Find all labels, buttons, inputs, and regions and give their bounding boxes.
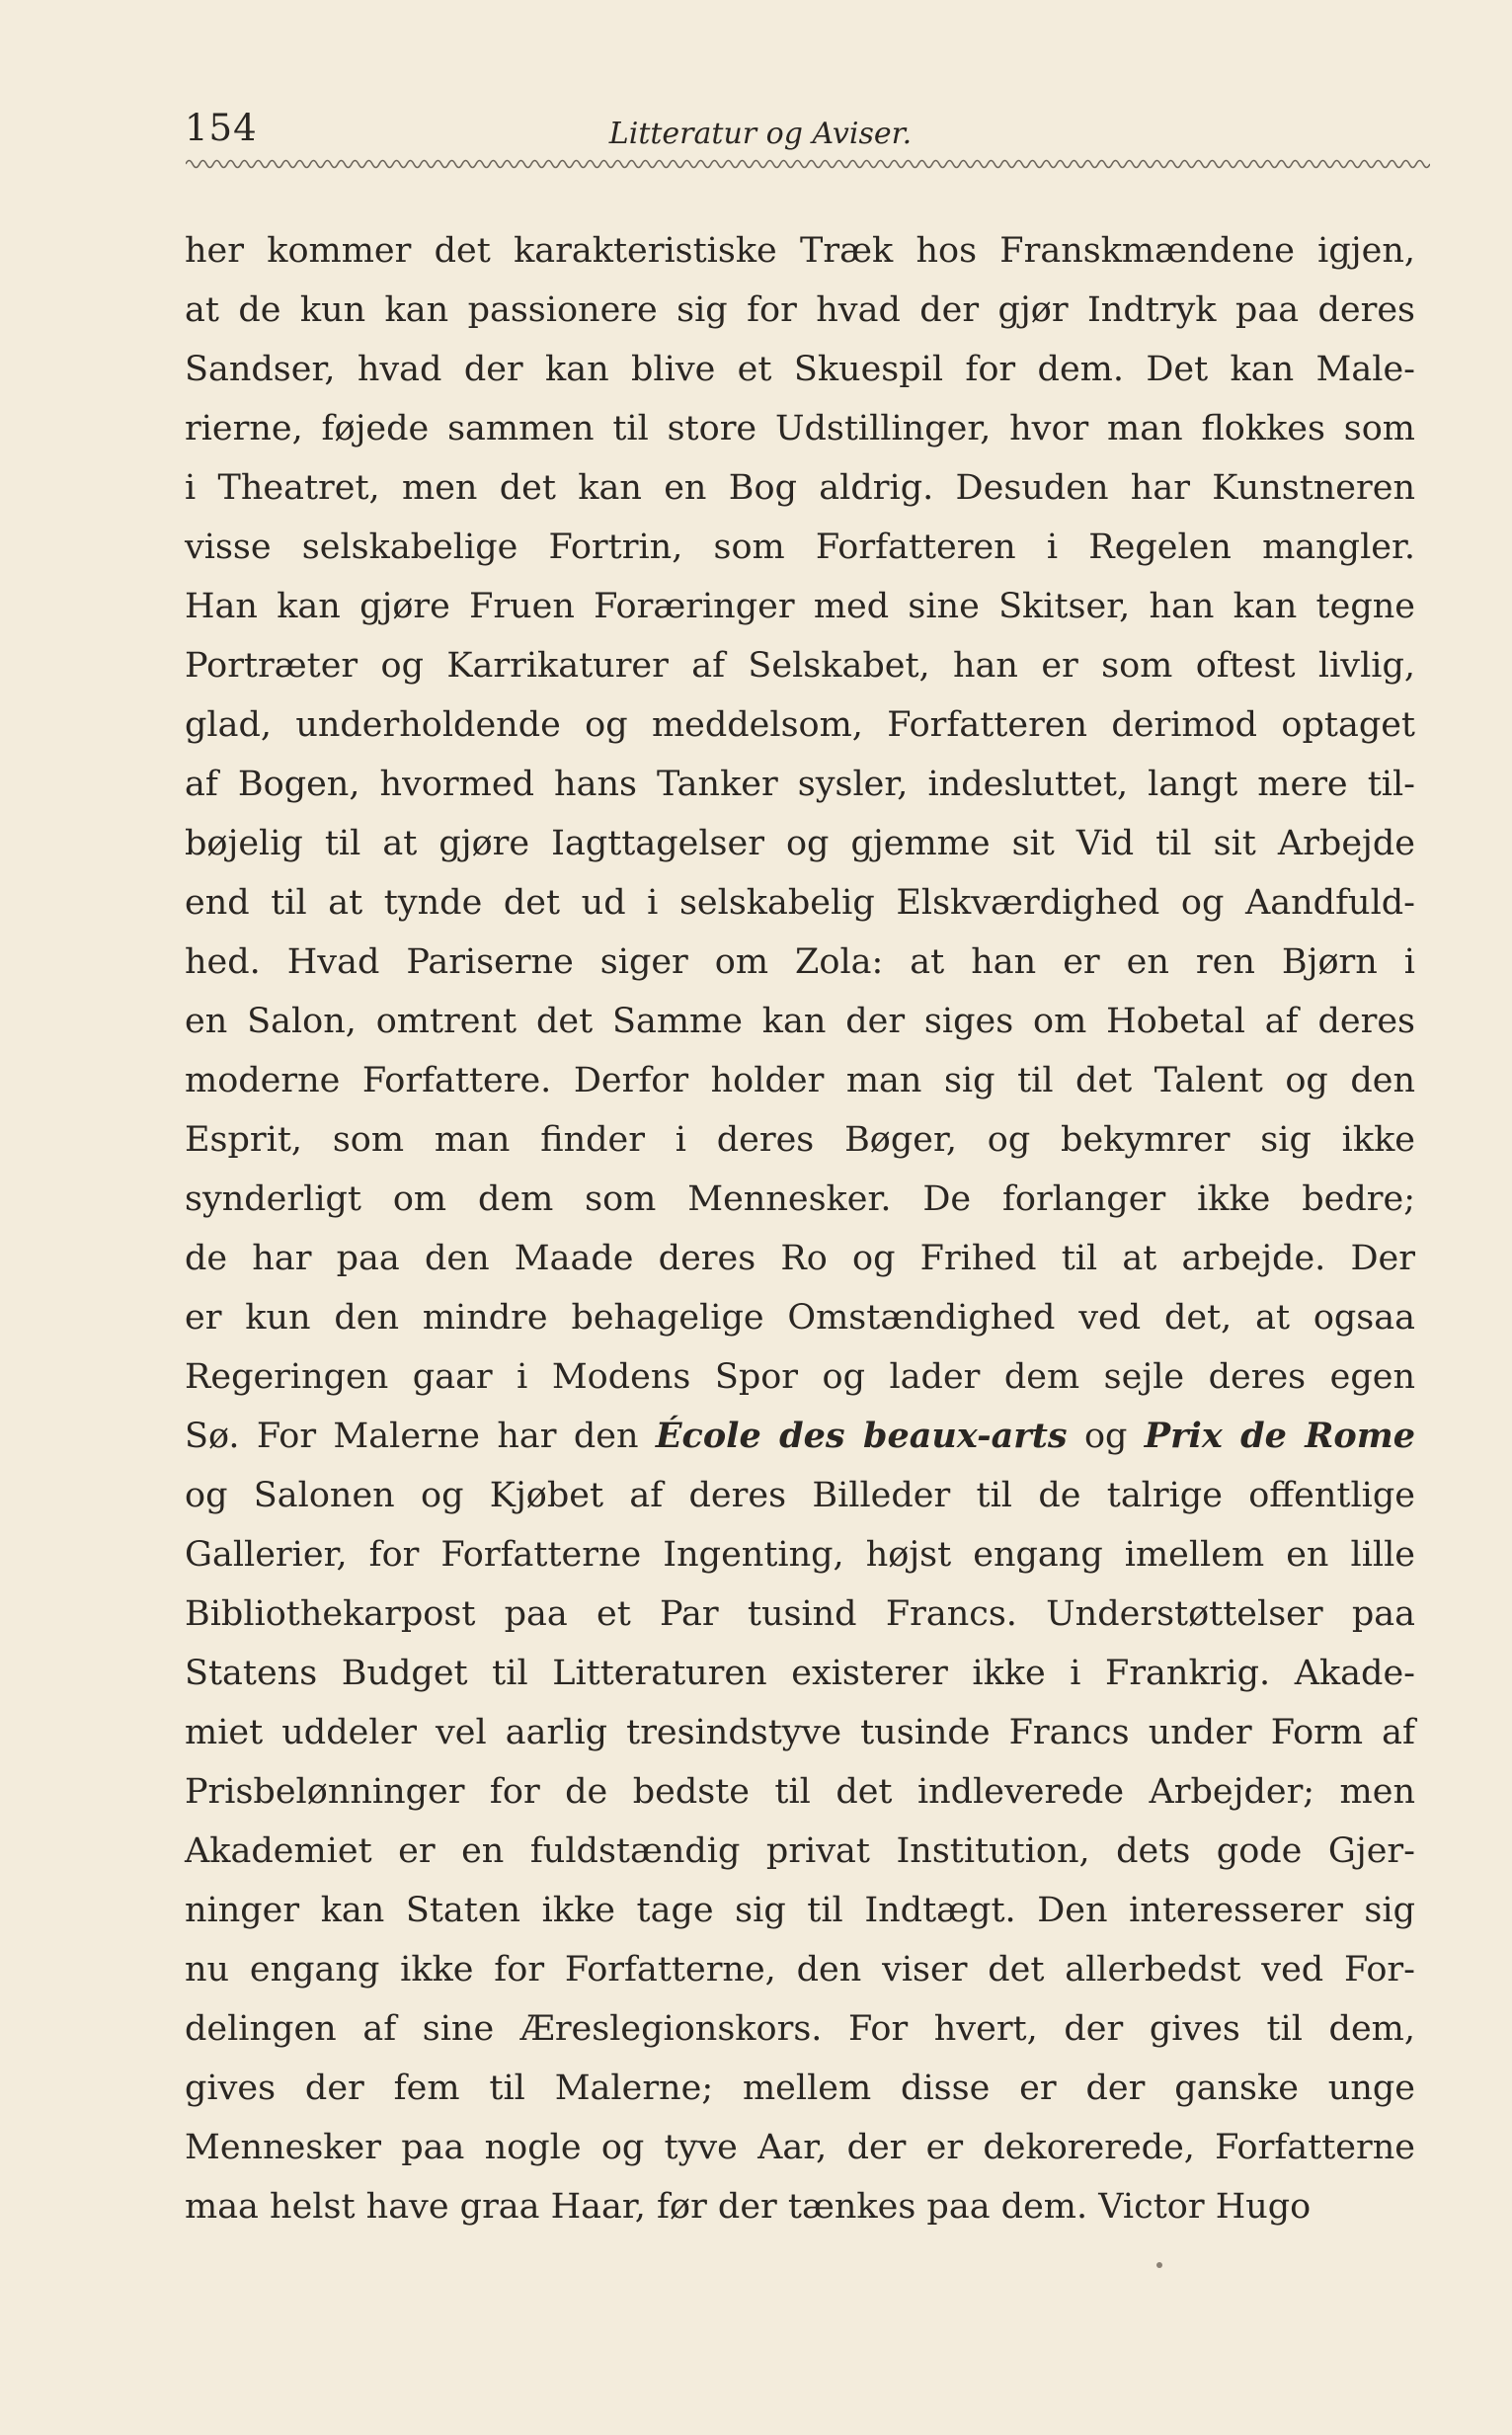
text-line: Esprit, som man finder i deres Bøger, og bekymrer sig ikke — [185, 1120, 1415, 1160]
text-line: og Salonen og Kjøbet af deres Billeder til de talrige offentlige — [185, 1476, 1415, 1515]
text-line: rierne, føjede sammen til store Udstillinger, hvor man flokkes som — [185, 409, 1415, 448]
text-line: er kun den mindre behagelige Omstændighed ved det, at ogsaa — [185, 1298, 1415, 1338]
text-line-with-italics — [185, 1407, 1415, 1466]
text-line: Sandser, hvad der kan blive et Skuespil for dem. Det kan Male- — [185, 350, 1415, 389]
text-line: bøjelig til at gjøre Iagttagelser og gjemme sit Vid til sit Arbejde — [185, 824, 1415, 863]
text-line: synderligt om dem som Mennesker. De forlanger ikke bedre; — [185, 1179, 1415, 1219]
text-segment: Sø. For Malerne har den — [185, 1417, 656, 1456]
ornamental-wavy-rule — [186, 153, 1430, 175]
text-line: moderne Forfattere. Derfor holder man sig til det Talent og den — [185, 1061, 1415, 1100]
text-line: Mennesker paa nogle og tyve Aar, der er dekorerede, Forfatterne — [185, 2128, 1415, 2167]
text-line: Portræter og Karrikaturer af Selskabet, han er som oftest livlig, — [185, 646, 1415, 686]
text-line: nu engang ikke for Forfatterne, den viser det allerbedst ved For- — [185, 1950, 1415, 1989]
text-line: gives der fem til Malerne; mellem disse er der ganske unge — [185, 2069, 1415, 2108]
italic-term-prix: Prix de Rome — [1144, 1416, 1415, 1456]
text-line: Prisbelønninger for de bedste til det indleverede Arbejder; men — [185, 1772, 1415, 1812]
text-line: ninger kan Staten ikke tage sig til Indtægt. Den interesserer sig — [185, 1891, 1415, 1930]
text-segment: og — [1067, 1417, 1145, 1456]
text-line: Statens Budget til Litteraturen existerer ikke i Frankrig. Akade- — [185, 1654, 1415, 1693]
ink-speck — [1156, 2262, 1162, 2268]
text-line: miet uddeler vel aarlig tresindstyve tusinde Francs under Form af — [185, 1713, 1415, 1752]
running-title: Litteratur og Aviser. — [608, 117, 913, 151]
text-line: Bibliothekarpost paa et Par tusind Francs. Understøttelser paa — [185, 1594, 1415, 1634]
text-line: af Bogen, hvormed hans Tanker sysler, indesluttet, langt mere til- — [185, 765, 1415, 804]
italic-term-ecole: École des beaux-arts — [655, 1416, 1068, 1456]
text-line: delingen af sine Æreslegionskors. For hvert, der gives til dem, — [185, 2009, 1415, 2049]
text-line: maa helst have graa Haar, før der tænkes paa dem. Victor Hugo — [185, 2187, 1312, 2227]
text-line: en Salon, omtrent det Samme kan der siges om Hobetal af deres — [185, 1002, 1415, 1041]
text-line: Gallerier, for Forfatterne Ingenting, højst engang imellem en lille — [185, 1535, 1415, 1575]
text-line: hed. Hvad Pariserne siger om Zola: at han er en ren Bjørn i — [185, 942, 1415, 982]
page-number: 154 — [185, 107, 258, 149]
text-line: i Theatret, men det kan en Bog aldrig. Desuden har Kunstneren — [185, 468, 1415, 508]
text-line: Akademiet er en fuldstændig privat Institution, dets gode Gjer- — [185, 1831, 1415, 1871]
text-line: visse selskabelige Fortrin, som Forfatteren i Regelen mangler. — [185, 528, 1415, 567]
text-line: glad, underholdende og meddelsom, Forfatteren derimod optaget — [185, 705, 1415, 745]
text-line: Han kan gjøre Fruen Foræringer med sine Skitser, han kan tegne — [185, 587, 1415, 626]
text-line: de har paa den Maade deres Ro og Frihed til at arbejde. Der — [185, 1239, 1415, 1278]
body-text — [185, 221, 1415, 2236]
text-line: her kommer det karakteristiske Træk hos Franskmændene igjen, — [185, 231, 1415, 271]
text-line: at de kun kan passionere sig for hvad der gjør Indtryk paa deres — [185, 290, 1415, 330]
text-line: end til at tynde det ud i selskabelig Elskværdighed og Aandfuld- — [185, 883, 1415, 923]
text-line: Regeringen gaar i Modens Spor og lader dem sejle deres egen — [185, 1357, 1415, 1397]
